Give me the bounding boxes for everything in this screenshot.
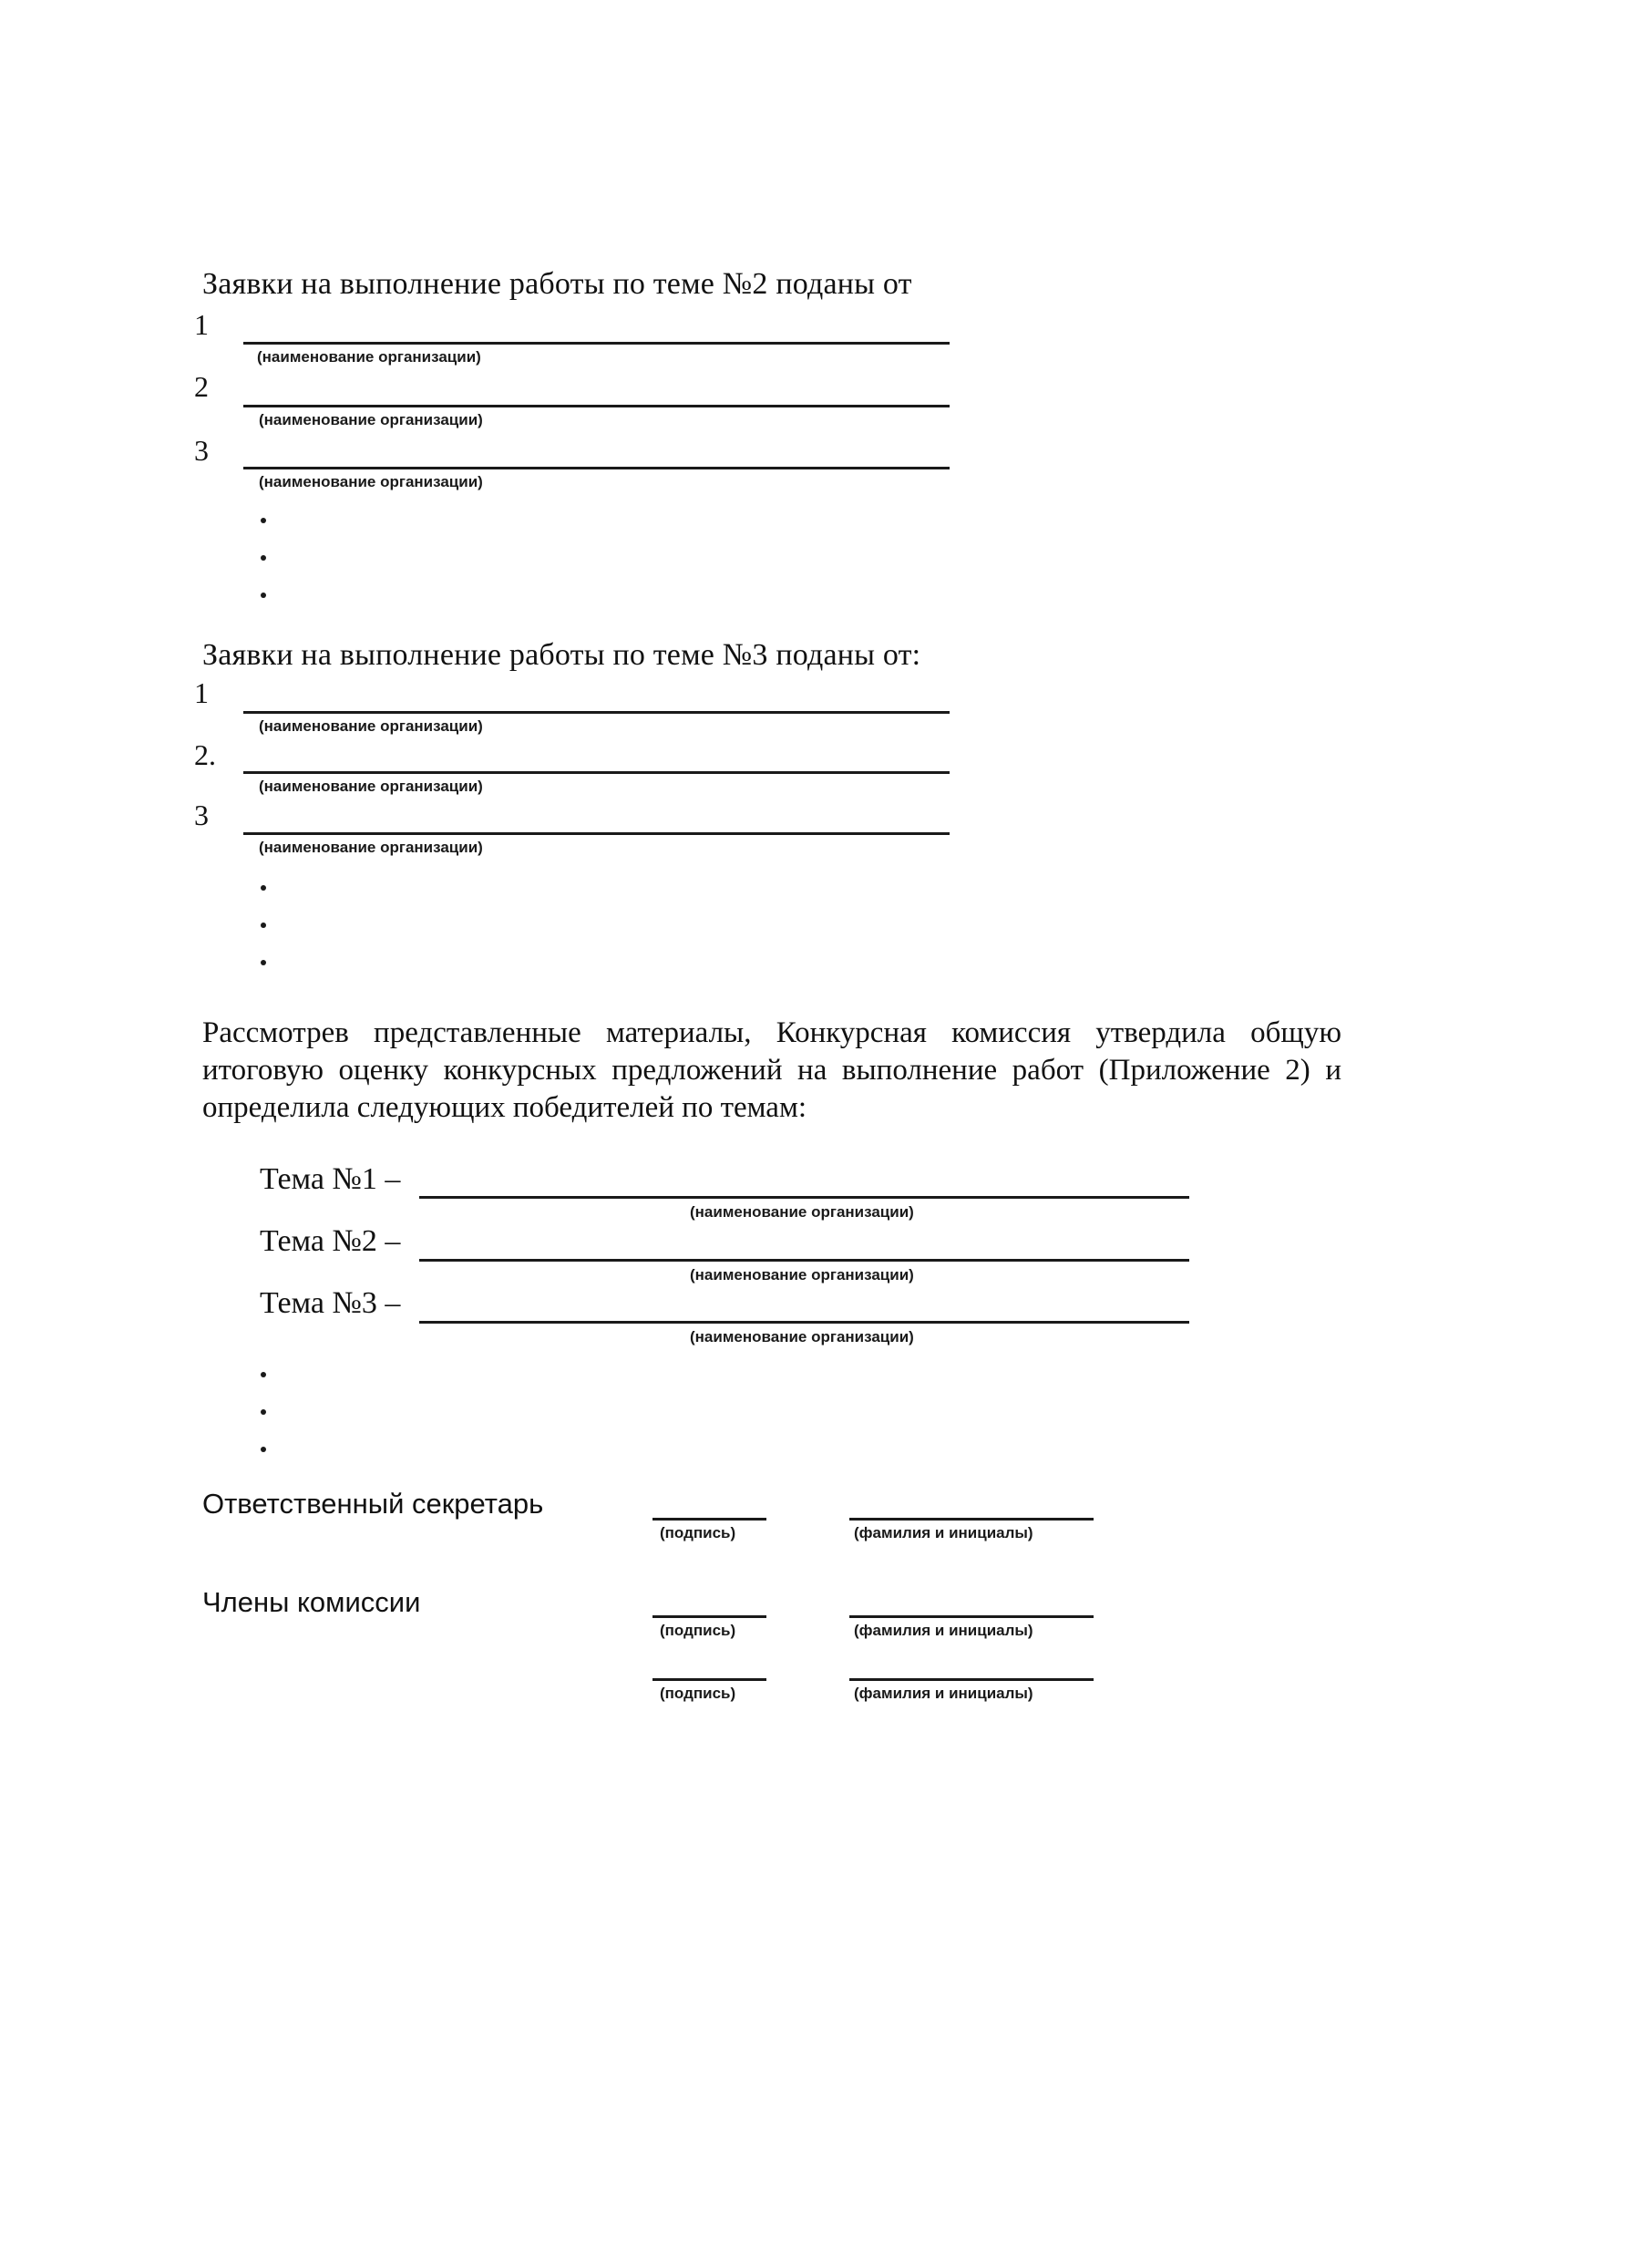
section3-item-number-2: 2. xyxy=(194,738,216,771)
section2-item-line-2[interactable] xyxy=(243,405,950,407)
section3-item-caption-2: (наименование организации) xyxy=(259,778,483,795)
member-name-line-1[interactable] xyxy=(849,1615,1094,1618)
ellipsis-dot xyxy=(261,1372,266,1377)
secretary-name-line[interactable] xyxy=(849,1518,1094,1521)
section2-heading: Заявки на выполнение работы по теме №2 поданы от xyxy=(202,267,912,301)
ellipsis-dot xyxy=(261,960,266,965)
ellipsis-dot xyxy=(261,518,266,523)
ellipsis-dot xyxy=(261,885,266,891)
section3-item-number-3: 3 xyxy=(194,799,209,831)
secretary-signature-caption: (подпись) xyxy=(660,1524,736,1541)
member-name-line-2[interactable] xyxy=(849,1678,1094,1681)
ellipsis-dot xyxy=(261,1409,266,1415)
member-signature-line-2[interactable] xyxy=(652,1678,766,1681)
winner-caption-1: (наименование организации) xyxy=(690,1203,914,1221)
ellipsis-dot xyxy=(261,555,266,561)
section2-item-number-2: 2 xyxy=(194,370,209,403)
member-signature-caption-1: (подпись) xyxy=(660,1622,736,1639)
section3-heading: Заявки на выполнение работы по теме №3 поданы от: xyxy=(202,638,921,672)
winner-label-1: Тема №1 – xyxy=(260,1162,401,1196)
section2-item-number-3: 3 xyxy=(194,434,209,467)
section3-item-line-1[interactable] xyxy=(243,711,950,714)
section2-item-caption-1: (наименование организации) xyxy=(257,348,481,366)
winner-line-2[interactable] xyxy=(419,1259,1189,1262)
ellipsis-dot xyxy=(261,1447,266,1452)
member-name-caption-2: (фамилия и инициалы) xyxy=(854,1685,1033,1702)
members-label: Члены комиссии xyxy=(202,1586,421,1618)
section2-item-number-1: 1 xyxy=(194,308,209,341)
secretary-signature-line[interactable] xyxy=(652,1518,766,1521)
winner-line-3[interactable] xyxy=(419,1321,1189,1324)
section2-item-caption-2: (наименование организации) xyxy=(259,411,483,428)
section3-item-line-2[interactable] xyxy=(243,771,950,774)
member-signature-caption-2: (подпись) xyxy=(660,1685,736,1702)
member-name-caption-1: (фамилия и инициалы) xyxy=(854,1622,1033,1639)
winner-line-1[interactable] xyxy=(419,1196,1189,1199)
decision-paragraph xyxy=(202,1015,1341,1127)
decision-paragraph-line: Рассмотрев представленные материалы, Конкурсная комиссия утвердила общую xyxy=(202,1016,1341,1049)
section3-item-line-3[interactable] xyxy=(243,832,950,835)
decision-paragraph-line: итоговую оценку конкурсных предложений на выполнение работ (Приложение 2) и xyxy=(202,1054,1341,1087)
section2-item-line-1[interactable] xyxy=(243,342,950,345)
section3-item-caption-1: (наименование организации) xyxy=(259,717,483,735)
secretary-name-caption: (фамилия и инициалы) xyxy=(854,1524,1033,1541)
decision-paragraph-line: определила следующих победителей по темам: xyxy=(202,1091,807,1124)
ellipsis-dot xyxy=(261,923,266,928)
winner-label-2: Тема №2 – xyxy=(260,1224,401,1258)
section2-item-caption-3: (наименование организации) xyxy=(259,473,483,490)
winner-label-3: Тема №3 – xyxy=(260,1286,401,1320)
winner-caption-2: (наименование организации) xyxy=(690,1266,914,1283)
section3-item-number-1: 1 xyxy=(194,676,209,709)
section3-item-caption-3: (наименование организации) xyxy=(259,839,483,856)
member-signature-line-1[interactable] xyxy=(652,1615,766,1618)
secretary-label: Ответственный секретарь xyxy=(202,1488,544,1520)
section2-item-line-3[interactable] xyxy=(243,467,950,469)
ellipsis-dot xyxy=(261,593,266,598)
winner-caption-3: (наименование организации) xyxy=(690,1328,914,1345)
